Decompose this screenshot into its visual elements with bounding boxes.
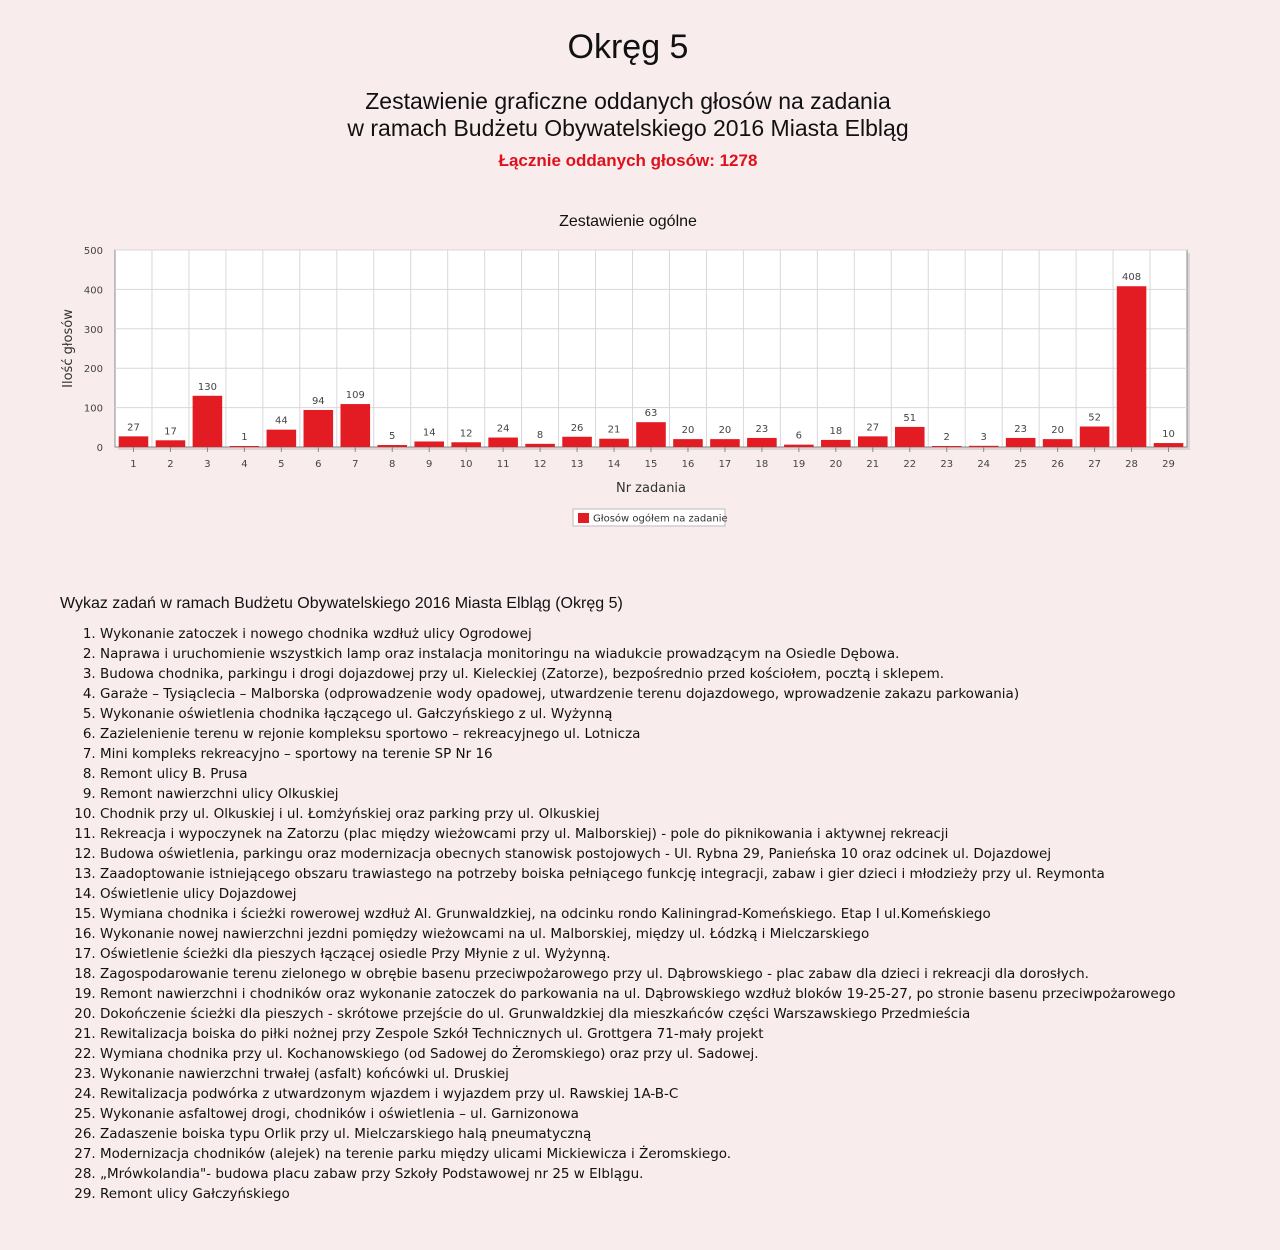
x-tick-label: 7 <box>352 459 359 470</box>
task-list-item: 2. Naprawa i uruchomienie wszystkich lamp oraz instalacja monitoringu na wiadukcie prowadzącym na Osiedle Dębowa. <box>100 644 1210 664</box>
bar-value-label: 10 <box>1162 429 1175 441</box>
bar-value-label: 23 <box>1014 423 1028 435</box>
x-tick-label: 18 <box>755 459 769 470</box>
bar-value-label: 27 <box>127 422 140 434</box>
bar <box>1117 286 1147 447</box>
bar <box>267 430 297 447</box>
bar-value-label: 20 <box>1051 425 1064 437</box>
x-tick-label: 27 <box>1088 459 1101 470</box>
page-subtitle <box>0 88 1256 142</box>
bar-value-label: 12 <box>459 428 473 440</box>
bar <box>1154 443 1184 447</box>
subtitle-line-2: w ramach Budżetu Obywatelskiego 2016 Miasta Elbląg <box>347 115 909 141</box>
legend-swatch <box>578 513 589 523</box>
bar <box>821 440 851 447</box>
task-list-item: 6. Zazielenienie terenu w rejonie kompleksu sportowo – rekreacyjnego ul. Lotnicza <box>100 724 1210 744</box>
task-list-item: 14. Oświetlenie ulicy Dojazdowej <box>100 884 1210 904</box>
task-list-item: 26. Zadaszenie boiska typu Orlik przy ul. Mielczarskiego halą pneumatyczną <box>100 1124 1210 1144</box>
bar-value-label: 1 <box>241 432 248 443</box>
bar <box>340 404 370 447</box>
bar <box>1043 439 1073 447</box>
bar <box>969 446 999 447</box>
y-tick-label: 0 <box>96 443 103 454</box>
x-tick-label: 10 <box>459 459 473 470</box>
total-votes: Łącznie oddanych głosów: 1278 <box>498 151 758 170</box>
y-tick-label: 400 <box>83 285 103 297</box>
bar <box>858 436 888 447</box>
task-list-item: 11. Rekreacja i wypoczynek na Zatorzu (plac między wieżowcami przy ul. Malborskiej) - pole do piknikowania i aktywnej rekreacji <box>100 824 1210 844</box>
bar <box>156 440 186 447</box>
x-tick-label: 3 <box>204 459 211 470</box>
task-list-item: 17. Oświetlenie ścieżki dla pieszych łączącej osiedle Przy Młynie z ul. Wyżynną. <box>100 944 1210 964</box>
bar-value-label: 6 <box>795 430 803 442</box>
x-tick-label: 11 <box>496 459 510 470</box>
task-list-item: 15. Wymiana chodnika i ścieżki rowerowej wzdłuż Al. Grunwaldzkiej, na odcinku rondo Kaliningrad-Komeńskiego. Etap I ul.Komeńskiego <box>100 904 1210 924</box>
bar-value-label: 18 <box>829 425 843 437</box>
task-list-item: 28. „Mrówkolandia"- budowa placu zabaw przy Szkoły Podstawowej nr 25 w Elblągu. <box>100 1164 1210 1184</box>
bar-value-label: 2 <box>943 432 950 443</box>
bar-value-label: 24 <box>496 423 510 435</box>
chart-title: Zestawienie ogólne <box>559 213 697 230</box>
votes-bar-chart <box>0 200 1280 540</box>
bar <box>562 437 592 447</box>
x-tick-label: 12 <box>533 459 547 470</box>
bar <box>414 441 444 447</box>
task-list-item: 27. Modernizacja chodników (alejek) na terenie parku między ulicami Mickiewicza i Żeromskiego. <box>100 1144 1210 1164</box>
legend-label: Głosów ogółem na zadanie <box>593 513 728 525</box>
bar <box>710 439 740 447</box>
y-tick-label: 500 <box>83 246 103 257</box>
x-tick-label: 2 <box>167 459 174 470</box>
bar <box>747 438 777 447</box>
task-list-item: 10. Chodnik przy ul. Olkuskiej i ul. Łomżyńskiej oraz parking przy ul. Olkuskiej <box>100 804 1210 824</box>
x-tick-label: 4 <box>241 459 248 470</box>
bar <box>119 436 149 447</box>
bar <box>1006 438 1036 447</box>
bar-value-label: 20 <box>681 425 695 437</box>
task-list-item: 18. Zagospodarowanie terenu zielonego w obrębie basenu przeciwpożarowego przy ul. Dąbrowskiego - plac zabaw dla dzieci i rekreacji dla dorosłych. <box>100 964 1210 984</box>
bar <box>377 445 407 447</box>
x-tick-label: 29 <box>1162 459 1175 470</box>
bar-value-label: 14 <box>422 427 436 439</box>
task-list-item: 13. Zaadoptowanie istniejącego obszaru trawiastego na potrzeby boiska pełniącego funkcję integracji, zabaw i gier dzieci i młodzieży przy ul. Reymonta <box>100 864 1210 884</box>
bar-value-label: 52 <box>1088 412 1101 424</box>
bar-value-label: 26 <box>570 422 584 434</box>
x-tick-label: 28 <box>1125 459 1138 470</box>
bar-value-label: 8 <box>536 429 544 441</box>
task-list-item: 7. Mini kompleks rekreacyjno – sportowy na terenie SP Nr 16 <box>100 744 1210 764</box>
bar <box>784 445 814 447</box>
bar <box>193 396 223 447</box>
x-axis-label: Nr zadania <box>615 481 687 496</box>
y-tick-label: 200 <box>83 364 103 376</box>
bar <box>230 446 260 447</box>
bar <box>525 444 555 447</box>
task-list-item: 19. Remont nawierzchni i chodników oraz wykonanie zatoczek do parkowania na ul. Dąbrowskiego wzdłuż bloków 19-25-27, po stronie basenu przeciwpożarowego <box>100 984 1210 1004</box>
bar <box>599 439 629 447</box>
bar <box>488 438 518 447</box>
task-list-item: 3. Budowa chodnika, parkingu i drogi dojazdowej przy ul. Kieleckiej (Zatorze), bezpośrednio przed kościołem, pocztą i sklepem. <box>100 664 1210 684</box>
x-tick-label: 6 <box>315 459 322 470</box>
bar-value-label: 63 <box>644 408 658 420</box>
x-tick-label: 5 <box>278 459 285 470</box>
task-list-item: 25. Wykonanie asfaltowej drogi, chodników i oświetlenia – ul. Garnizonowa <box>100 1104 1210 1124</box>
bar-value-label: 23 <box>755 423 769 435</box>
x-tick-label: 23 <box>940 459 954 470</box>
bar-value-label: 3 <box>980 431 987 443</box>
task-list-title: Wykaz zadań w ramach Budżetu Obywatelskiego 2016 Miasta Elbląg (Okręg 5) <box>60 595 623 612</box>
bar-value-label: 408 <box>1122 272 1142 284</box>
task-list-item: 23. Wykonanie nawierzchni trwałej (asfalt) końcówki ul. Druskiej <box>100 1064 1210 1084</box>
bar-value-label: 51 <box>903 412 917 424</box>
task-list-item: 9. Remont nawierzchni ulicy Olkuskiej <box>100 784 1210 804</box>
bar-value-label: 44 <box>274 415 288 427</box>
x-tick-label: 1 <box>130 459 137 470</box>
x-tick-label: 26 <box>1051 459 1064 470</box>
x-tick-label: 9 <box>426 459 433 470</box>
task-list-item: 20. Dokończenie ścieżki dla pieszych - skrótowe przejście do ul. Grunwaldzkiej dla mieszkańców części Warszawskiego Przedmieścia <box>100 1004 1210 1024</box>
bar <box>304 410 334 447</box>
bar-value-label: 21 <box>607 424 621 436</box>
task-list-item: 12. Budowa oświetlenia, parkingu oraz modernizacja obecnych stanowisk postojowych - Ul. Rybna 29, Panieńska 10 oraz odcinek ul. Dojazdowej <box>100 844 1210 864</box>
y-tick-label: 100 <box>83 403 103 415</box>
page-title: Okręg 5 <box>567 28 689 66</box>
bar-value-label: 94 <box>311 395 325 407</box>
task-list-item: 1. Wykonanie zatoczek i nowego chodnika wzdłuż ulicy Ogrodowej <box>100 624 1210 644</box>
bar <box>932 446 962 447</box>
task-list-item: 22. Wymiana chodnika przy ul. Kochanowskiego (od Sadowej do Żeromskiego) oraz przy ul. Sadowej. <box>100 1044 1210 1064</box>
task-list-item: 21. Rewitalizacja boiska do piłki nożnej przy Zespole Szkół Technicznych ul. Grottgera 71-mały projekt <box>100 1024 1210 1044</box>
x-tick-label: 16 <box>681 459 695 470</box>
bar <box>895 427 925 447</box>
subtitle-line-1: Zestawienie graficzne oddanych głosów na zadania <box>365 88 891 114</box>
task-list-item: 16. Wykonanie nowej nawierzchni jezdni pomiędzy wieżowcami na ul. Malborskiej, między ul. Łódzką i Mielczarskiego <box>100 924 1210 944</box>
y-tick-label: 300 <box>83 324 103 336</box>
bar <box>636 422 666 447</box>
task-list-item: 29. Remont ulicy Gałczyńskiego <box>100 1184 1210 1204</box>
x-tick-label: 17 <box>718 459 732 470</box>
bar <box>1080 427 1110 447</box>
bar-value-label: 27 <box>866 422 880 434</box>
task-list-item: 4. Garaże – Tysiąclecia – Malborska (odprowadzenie wody opadowej, utwardzenie terenu dojazdowego, wprowadzenie zakazu parkowania) <box>100 684 1210 704</box>
x-tick-label: 13 <box>570 459 584 470</box>
x-tick-label: 24 <box>977 459 991 470</box>
bar-value-label: 5 <box>389 431 396 443</box>
y-axis-label: Ilość głosów <box>61 309 76 388</box>
task-list-item: 5. Wykonanie oświetlenia chodnika łączącego ul. Gałczyńskiego z ul. Wyżynną <box>100 704 1210 724</box>
bar-value-label: 109 <box>345 390 365 402</box>
x-tick-label: 22 <box>903 459 917 470</box>
x-tick-label: 15 <box>644 459 658 470</box>
bar <box>673 439 703 447</box>
x-tick-label: 14 <box>607 459 621 470</box>
x-tick-label: 8 <box>389 459 396 470</box>
x-tick-label: 25 <box>1014 459 1028 470</box>
x-tick-label: 19 <box>792 459 806 470</box>
bar-value-label: 130 <box>197 381 217 393</box>
bar <box>451 442 481 447</box>
task-list-item: 8. Remont ulicy B. Prusa <box>100 764 1210 784</box>
task-list <box>60 624 1210 1204</box>
task-list-item: 24. Rewitalizacja podwórka z utwardzonym wjazdem i wyjazdem przy ul. Rawskiej 1A-B-C <box>100 1084 1210 1104</box>
x-tick-label: 21 <box>866 459 880 470</box>
x-tick-label: 20 <box>829 459 843 470</box>
bar-value-label: 17 <box>164 426 177 438</box>
bar-value-label: 20 <box>718 425 732 437</box>
